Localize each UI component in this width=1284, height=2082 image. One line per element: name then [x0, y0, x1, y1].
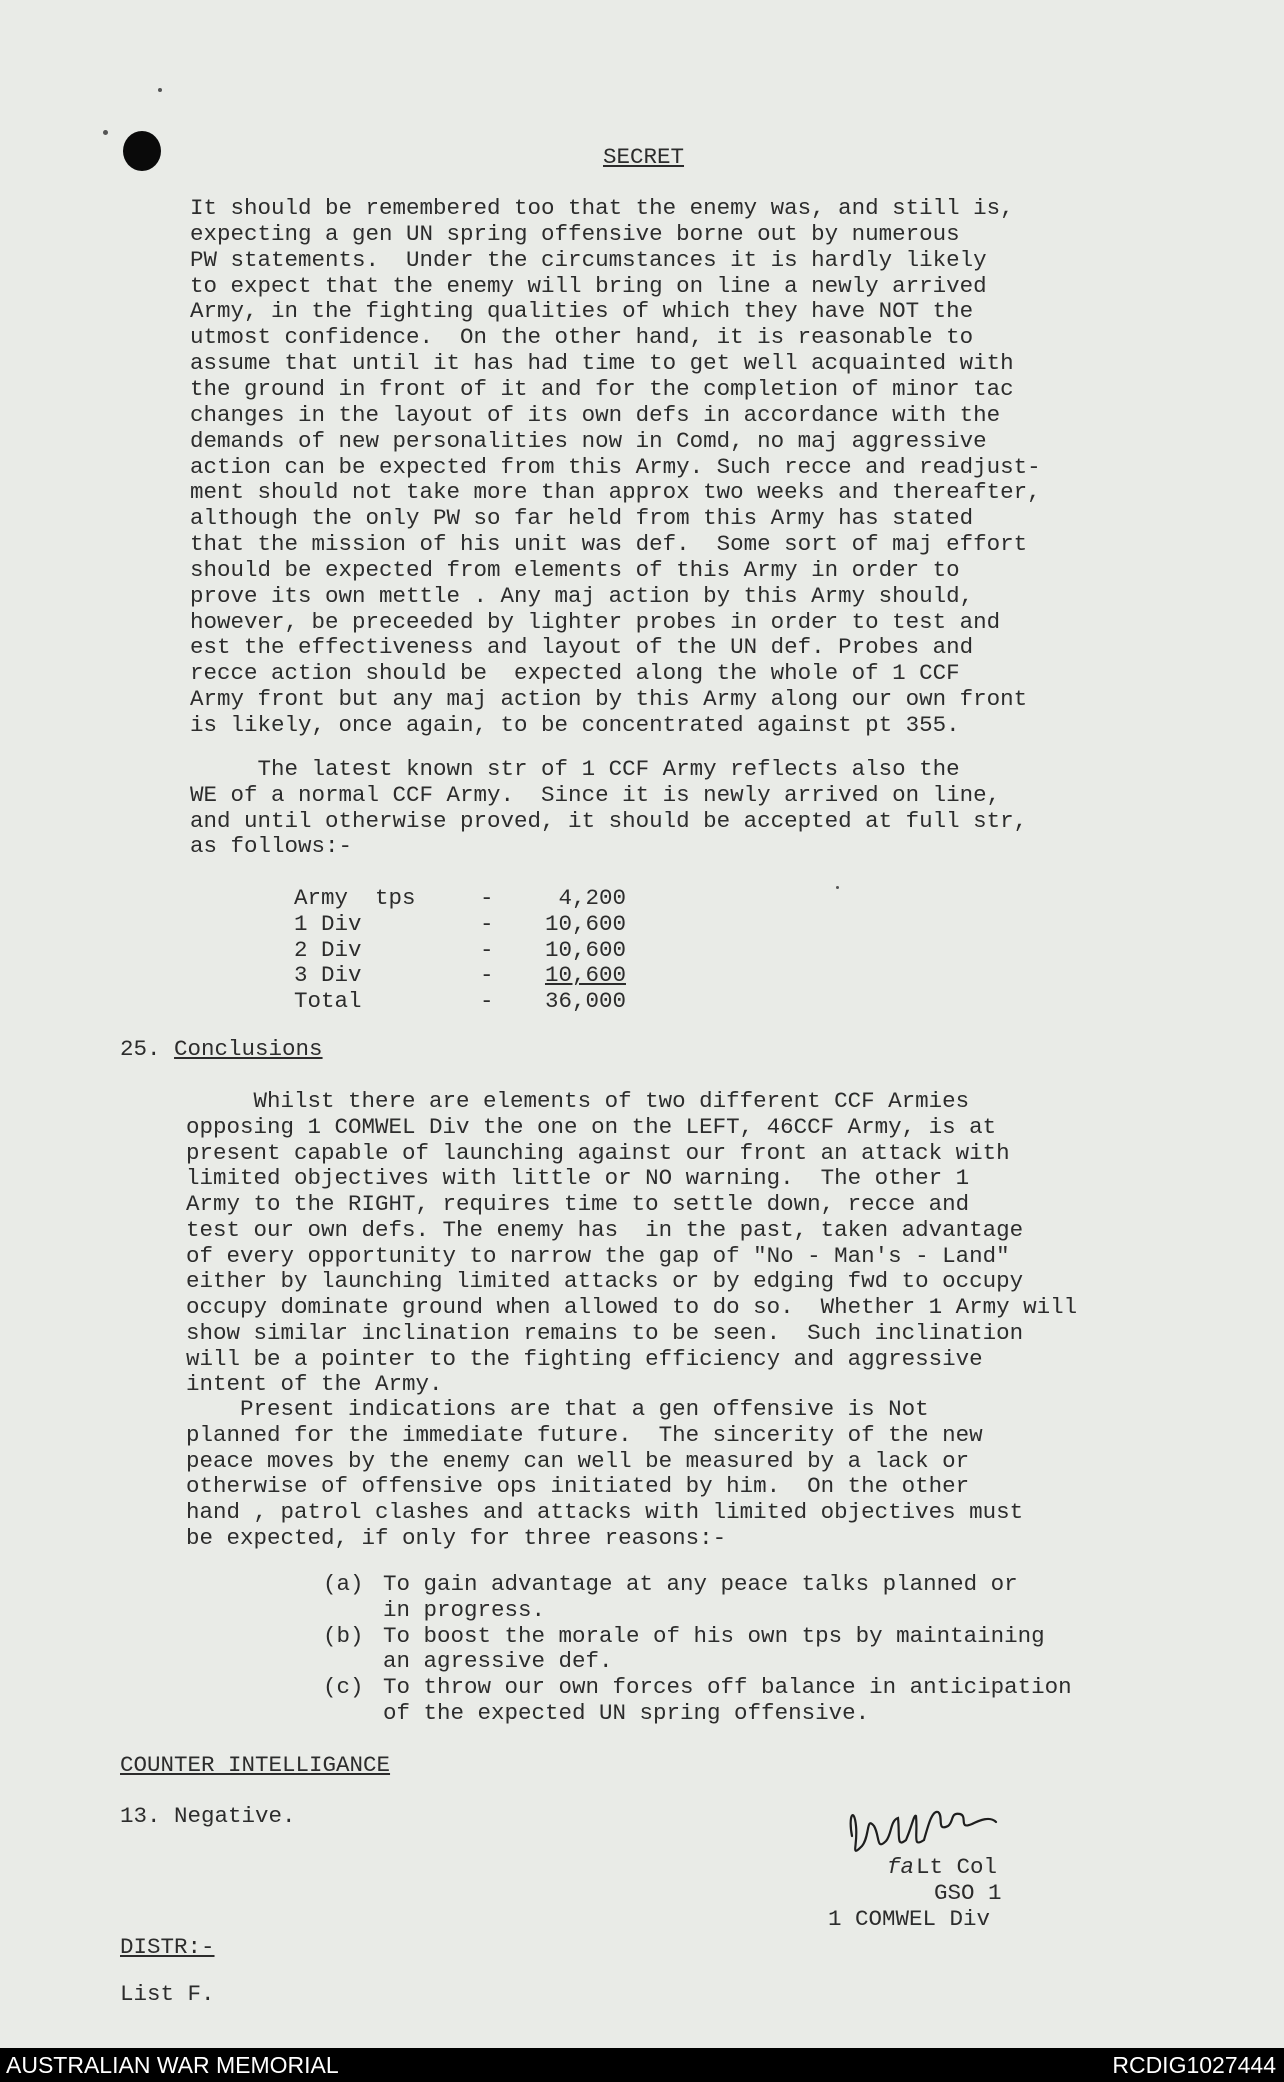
reason-text: in progress. [383, 1596, 546, 1623]
reason-text: of the expected UN spring offensive. [383, 1699, 870, 1726]
row-label: Army tps [294, 885, 416, 911]
text-line: Army front but any maj action by this Army along our own front [190, 686, 1028, 713]
text-line: It should be remembered too that the enemy was, and still is, [190, 195, 1014, 221]
text-line: limited objectives with little or NO warning. The other 1 [186, 1165, 970, 1192]
signature-appointment: GSO 1 [934, 1880, 1002, 1906]
text-line: The latest known str of 1 CCF Army reflects also the [190, 756, 960, 782]
text-line: intent of the Army. [186, 1371, 443, 1398]
row-label: 1 Div [294, 910, 362, 937]
punch-hole [123, 131, 161, 171]
text-line: however, be preceeded by lighter probes in order to test and [190, 608, 1001, 635]
counter-intelligence-item: 13. Negative. [120, 1803, 296, 1829]
row-value: 10,600 [544, 910, 626, 937]
row-label: 2 Div [294, 936, 362, 963]
footer-record-id: RCDIG1027444 [1112, 2052, 1276, 2078]
text-line: hand , patrol clashes and attacks with limited objectives must [186, 1499, 1024, 1525]
text-line: the ground in front of it and for the completion of minor tac [190, 375, 1014, 402]
text-line: Present indications are that a gen offensive is Not [186, 1396, 929, 1422]
text-line: WE of a normal CCF Army. Since it is newly arrived on line, [190, 781, 1001, 808]
text-line: that the mission of his unit was def. Some sort of maj effort [190, 531, 1028, 558]
row-dash: - [480, 988, 494, 1015]
signature-unit: 1 COMWEL Div [828, 1906, 991, 1932]
text-line: as follows:- [190, 833, 353, 860]
text-line: be expected, if only for three reasons:- [186, 1524, 727, 1551]
text-line: assume that until it has had time to get well acquainted with [190, 350, 1014, 377]
paper-speck [103, 130, 108, 135]
reason-text: To throw our own forces off balance in anticipation [383, 1674, 1072, 1700]
text-line: action can be expected from this Army. Such recce and readjust- [190, 453, 1041, 480]
text-line: occupy dominate ground when allowed to do so. Whether 1 Army will [186, 1294, 1078, 1320]
text-line: is likely, once again, to be concentrated against pt 355. [190, 712, 960, 738]
text-line: Army to the RIGHT, requires time to settle down, recce and [186, 1191, 970, 1217]
text-line: either by launching limited attacks or by edging fwd to occupy [186, 1268, 1024, 1295]
text-line: est the effectiveness and layout of the UN def. Probes and [190, 634, 974, 661]
reason-marker: (a) [323, 1571, 364, 1597]
text-line: ment should not take more than approx two weeks and thereafter, [190, 479, 1041, 506]
signature-for-mark: fa [887, 1854, 915, 1880]
text-line: opposing 1 COMWEL Div the one on the LEFT, 46CCF Army, is at [186, 1113, 997, 1140]
text-line: Whilst there are elements of two different CCF Armies [186, 1088, 970, 1114]
reason-text: an agressive def. [383, 1648, 613, 1675]
section-25-heading [120, 1037, 323, 1063]
text-line: otherwise of offensive ops initiated by him. On the other [186, 1473, 970, 1500]
paper-speck [158, 88, 162, 92]
row-value: 10,600 [544, 962, 626, 989]
text-line: test our own defs. The enemy has in the past, taken advantage [186, 1216, 1024, 1243]
paper-speck [836, 886, 839, 889]
reason-text: To boost the morale of his own tps by maintaining [383, 1622, 1045, 1649]
document-title: SECRET [603, 144, 685, 170]
text-line: Army, in the fighting qualities of which they have NOT the [190, 298, 974, 325]
section-number: 25. [120, 1036, 161, 1062]
text-line: prove its own mettle . Any maj action by this Army should, [190, 582, 974, 609]
row-value: 10,600 [544, 936, 626, 963]
text-line: of every opportunity to narrow the gap of "No - Man's - Land" [186, 1242, 1010, 1269]
text-line: show similar inclination remains to be seen. Such inclination [186, 1319, 1024, 1346]
row-label: Total [294, 988, 362, 1015]
section-title: Conclusions [174, 1036, 323, 1062]
text-line: PW statements. Under the circumstances it is hardly likely [190, 246, 987, 273]
row-dash: - [480, 885, 494, 911]
reason-text: To gain advantage at any peace talks planned or [383, 1571, 1018, 1597]
row-value: 4,200 [558, 885, 626, 911]
distribution-list: List F. [120, 1981, 215, 2007]
row-dash: - [480, 936, 494, 963]
text-line: changes in the layout of its own defs in accordance with the [190, 401, 1001, 428]
text-line: present capable of launching against our front an attack with [186, 1139, 1010, 1166]
text-line: peace moves by the enemy can well be measured by a lack or [186, 1447, 970, 1474]
text-line: utmost confidence. On the other hand, it is reasonable to [190, 324, 974, 351]
text-line: demands of new personalities now in Comd, no maj aggressive [190, 427, 987, 454]
text-line: and until otherwise proved, it should be accepted at full str, [190, 807, 1028, 834]
counter-intelligence-heading: COUNTER INTELLIGANCE [120, 1752, 391, 1778]
reason-marker: (b) [323, 1622, 364, 1649]
text-line: recce action should be expected along the whole of 1 CCF [190, 660, 960, 687]
text-line: planned for the immediate future. The sincerity of the new [186, 1421, 983, 1448]
text-line: to expect that the enemy will bring on line a newly arrived [190, 272, 987, 299]
distribution-heading: DISTR:- [120, 1934, 215, 1960]
signature-rank: Lt Col [916, 1854, 998, 1880]
text-line: expecting a gen UN spring offensive borne out by numerous [190, 220, 960, 247]
footer-institution: AUSTRALIAN WAR MEMORIAL [6, 2052, 339, 2078]
text-line: should be expected from elements of this Army in order to [190, 556, 960, 583]
reason-marker: (c) [323, 1674, 364, 1700]
row-label: 3 Div [294, 962, 362, 989]
text-line: although the only PW so far held from this Army has stated [190, 505, 974, 532]
row-dash: - [480, 962, 494, 989]
text-line: will be a pointer to the fighting efficiency and aggressive [186, 1345, 983, 1372]
row-dash: - [480, 910, 494, 937]
row-value: 36,000 [544, 988, 626, 1015]
